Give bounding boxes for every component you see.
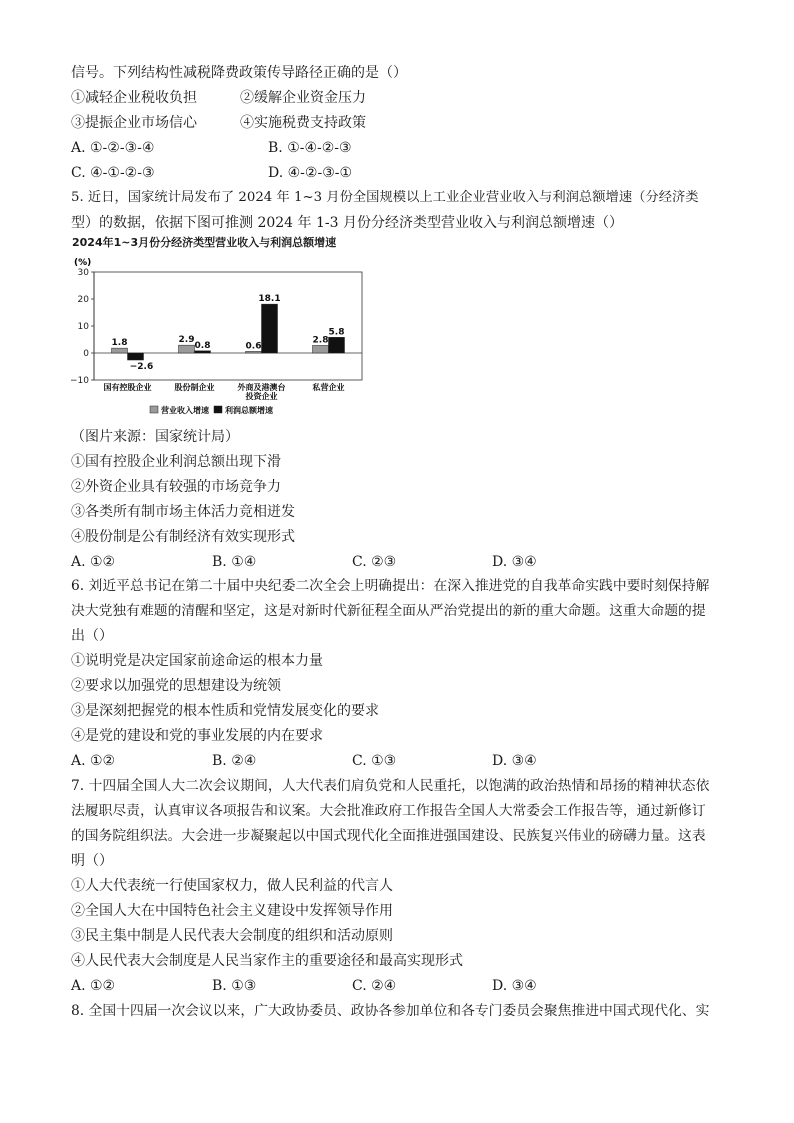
q4-item-3: ③提振企业市场信心 [71, 115, 197, 131]
legend-swatch [214, 406, 222, 413]
q5-option-d[interactable]: D. ③④ [492, 554, 537, 570]
bar-chart-svg [68, 234, 368, 424]
q7-stem-line2: 法履职尽责，认真审议各项报告和议案。大会批准政府工作报告全国人大常委会工作报告等，通过新修订 [71, 803, 706, 819]
bar-revenue [179, 345, 195, 353]
legend-swatch [150, 406, 158, 413]
q7-item-1: ①人大代表统一行使国家权力，做人民利益的代言人 [71, 878, 393, 894]
q5-item-1: ①国有控股企业利润总额出现下滑 [71, 454, 281, 470]
q7-item-3: ③民主集中制是人民代表大会制度的组织和活动原则 [71, 928, 393, 944]
x-category-label: 国有控股企业 [103, 383, 152, 392]
q5-stem-line2: 型）的数据，依据下图可推测 2024 年 1-3 月份分经济类型营业收入与利润总额增速（） [71, 215, 623, 231]
q7-item-2: ②全国人大在中国特色社会主义建设中发挥领导作用 [71, 903, 393, 919]
q5-option-a[interactable]: A. ①② [71, 554, 116, 570]
q5-item-3: ③各类所有制市场主体活力竞相迸发 [71, 504, 295, 520]
q5-item-4: ④股份制是公有制经济有效实现形式 [71, 529, 295, 545]
q7-stem-line1: 7. 十四届全国人大二次会议期间，人大代表们肩负党和人民重托，以饱满的政治热情和昂扬的精神状态依 [71, 778, 710, 794]
bar-profit [128, 353, 144, 360]
chart-legend [150, 405, 273, 415]
q5-option-b[interactable]: B. ①④ [212, 554, 257, 570]
bar-profit [262, 304, 278, 353]
q4-option-b[interactable]: B. ①-④-②-③ [268, 140, 352, 156]
q7-option-a[interactable]: A. ①② [71, 978, 116, 994]
q7-item-4: ④人民代表大会制度是人民当家作主的重要途径和最高实现形式 [71, 953, 463, 969]
x-category-label-line2: 投资企业 [245, 392, 278, 401]
legend-label: 利润总额增速 [225, 406, 273, 415]
q6-item-4: ④是党的建设和党的事业发展的内在要求 [71, 728, 323, 744]
bar-value-label: 1.8 [111, 338, 128, 349]
q4-item-2: ②缓解企业资金压力 [240, 90, 366, 106]
q6-option-d[interactable]: D. ③④ [492, 753, 537, 769]
q4-option-c[interactable]: C. ④-①-②-③ [71, 165, 155, 181]
q7-option-c[interactable]: C. ②④ [352, 978, 397, 994]
bar-value-label: 5.8 [328, 327, 345, 338]
bar-value-label: 0.8 [194, 340, 211, 351]
q5-option-c[interactable]: C. ②③ [352, 554, 397, 570]
q6-option-c[interactable]: C. ①③ [352, 753, 397, 769]
q4-item-4: ④实施税费支持政策 [240, 115, 366, 131]
q4-item-1: ①减轻企业税收负担 [71, 90, 197, 106]
y-ticks [70, 268, 362, 386]
y-tick-label: 10 [77, 322, 89, 332]
bar-value-label: 2.8 [312, 335, 329, 346]
x-category-label: 股份制企业 [174, 383, 215, 392]
bar-profit [195, 351, 211, 353]
q6-stem-line1: 6. 刘近平总书记在第二十届中央纪委二次全会上明确提出：在深入推进党的自我革命实践中要时刻保持解 [71, 578, 710, 594]
q7-stem-line4: 明（） [71, 853, 113, 869]
bars-group [112, 294, 345, 372]
bar-value-label: 2.9 [178, 335, 195, 346]
q6-option-b[interactable]: B. ②④ [212, 753, 257, 769]
q6-item-1: ①说明党是决定国家前途命运的根本力量 [71, 653, 323, 669]
x-category-label: 私营企业 [312, 383, 345, 392]
q5-chart [68, 234, 368, 424]
chart-title: 2024年1~3月份分经济类型营业收入与利润总额增速 [72, 236, 337, 249]
bar-profit [329, 337, 345, 353]
q6-item-2: ②要求以加强党的思想建设为统领 [71, 678, 281, 694]
y-tick-label: 0 [83, 349, 89, 359]
q6-item-3: ③是深刻把握党的根本性质和党情发展变化的要求 [71, 703, 379, 719]
q8-stem-line1: 8. 全国十四届一次会议以来，广大政协委员、政协各参加单位和各专门委员会聚焦推进中国式现代化、实 [71, 1003, 710, 1019]
bar-revenue [246, 351, 262, 353]
bar-value-label: 18.1 [258, 294, 281, 305]
bar-revenue [112, 348, 128, 353]
q4-option-a[interactable]: A. ①-②-③-④ [71, 140, 155, 156]
legend-label: 营业收入增速 [161, 406, 209, 415]
q4-stem-tail: 信号。下列结构性减税降费政策传导路径正确的是（） [71, 65, 407, 81]
q5-image-source: （图片来源：国家统计局） [71, 429, 239, 445]
q7-stem-line3: 的国务院组织法。大会进一步凝聚起以中国式现代化全面推进强国建设、民族复兴伟业的磅礴力量。这表 [71, 828, 706, 844]
q7-option-d[interactable]: D. ③④ [492, 978, 537, 994]
q5-stem-line1: 5. 近日，国家统计局发布了 2024 年 1~3 月份全国规模以上工业企业营业收入与利润总额增速（分经济类 [71, 190, 699, 205]
q6-stem-line2: 决大党独有难题的清醒和坚定，这是对新时代新征程全面从严治党提出的新的重大命题。这重大命题的提 [71, 603, 706, 619]
q6-stem-line3: 出（） [71, 628, 113, 644]
y-tick-label: 30 [77, 268, 89, 278]
bar-value-label: −2.6 [129, 362, 154, 373]
x-category-label: 外商及港澳台 [237, 383, 286, 392]
x-labels [104, 382, 345, 401]
y-unit-label: (%) [74, 258, 92, 268]
y-tick-label: 20 [77, 295, 89, 305]
q6-option-a[interactable]: A. ①② [71, 753, 116, 769]
q5-item-2: ②外资企业具有较强的市场竞争力 [71, 479, 281, 495]
bar-revenue [313, 345, 329, 353]
q7-option-b[interactable]: B. ①③ [212, 978, 257, 994]
y-tick-label: −10 [70, 376, 89, 386]
q4-option-d[interactable]: D. ④-②-③-① [268, 165, 353, 181]
bar-value-label: 0.6 [245, 341, 262, 352]
